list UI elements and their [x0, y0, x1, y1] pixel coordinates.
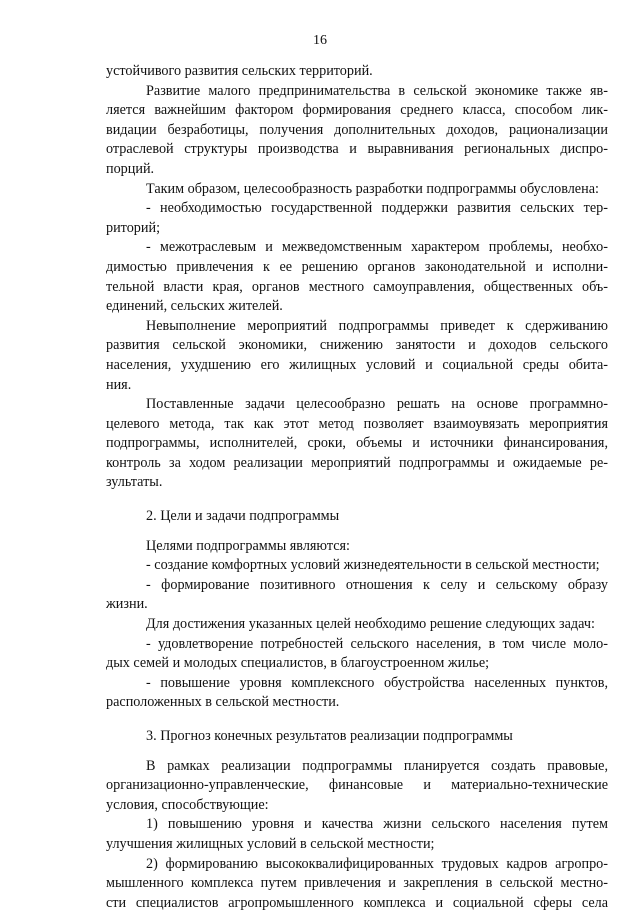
page-number: 16 [313, 33, 327, 48]
paragraph [106, 317, 608, 395]
text-line: тельной власти края, органов местного самоуправления, общественных объ- [106, 278, 608, 295]
text-line: отраслевой структуры производства и выравнивания региональных диспро- [106, 141, 608, 158]
text-line: - удовлетворение потребностей сельского населения, в том числе моло- [146, 635, 608, 652]
text-line: организационно-управленческие, финансовые и материально-технические [106, 777, 608, 794]
section-intro [106, 62, 608, 493]
paragraph [106, 82, 608, 180]
text-line: - создание комфортных условий жизнедеятельности в сельской местности; [146, 557, 600, 574]
paragraph [106, 855, 608, 913]
text-line: дых семей и молодых специалистов, в благоустроенном жилье; [106, 655, 490, 672]
paragraph [106, 615, 608, 635]
paragraph [106, 537, 608, 557]
text-line: целевого метода, так как этот метод позволяет взаимоувязать мероприятия [106, 415, 608, 432]
text-line: 2) формированию высококвалифицированных трудовых кадров агропро- [146, 855, 608, 872]
section-gap [106, 493, 608, 507]
heading-gap [106, 747, 608, 757]
text-line: - повышение уровня комплексного обустройства населенных пунктов, [146, 674, 608, 691]
text-line: контроль за ходом реализации мероприятий подпрограммы и ожидаемые ре- [106, 454, 608, 471]
paragraph [106, 757, 608, 816]
text-line: - формирование позитивного отношения к селу и сельскому образу [146, 576, 608, 593]
text-line: ляется важнейшим фактором формирования среднего класса, способом лик- [106, 102, 608, 119]
text-line: устойчивого развития сельских территорий. [106, 63, 373, 79]
text-line: димостью привлечения к ее решению органов законодательной и исполни- [106, 258, 608, 275]
text-line: 1) повышению уровня и качества жизни сельского населения путем [146, 816, 608, 833]
text-line: Развитие малого предпринимательства в сельской экономике также яв- [146, 82, 608, 99]
text-line: Поставленные задачи целесообразно решать на основе программно- [146, 396, 608, 413]
paragraph [106, 199, 608, 238]
paragraph [106, 674, 608, 713]
paragraph [106, 395, 608, 493]
section-goals [106, 507, 608, 713]
text-line: улучшения жилищных условий в сельской местности; [106, 835, 435, 852]
text-line: единений, сельских жителей. [106, 298, 283, 315]
text-line: мышленного комплекса путем привлечения и закрепления в сельской местно- [106, 875, 608, 892]
text-line: - межотраслевым и межведомственным характером проблемы, необхо- [146, 239, 608, 256]
paragraph [106, 576, 608, 615]
paragraph [106, 635, 608, 674]
text-line: Для достижения указанных целей необходимо решение следующих задач: [146, 616, 595, 633]
text-line: Таким образом, целесообразность разработки подпрограммы обусловлена: [146, 180, 599, 197]
text-line: риторий; [106, 219, 161, 236]
text-line: Целями подпрограммы являются: [146, 537, 350, 554]
text-line: ния. [106, 376, 132, 393]
text-line: расположенных в сельской местности. [106, 694, 340, 711]
text-line: В рамках реализации подпрограммы планируется создать правовые, [146, 757, 608, 774]
text-line: порций. [106, 160, 155, 177]
paragraph [106, 815, 608, 854]
text-line: жизни. [106, 596, 148, 613]
text-line: Невыполнение мероприятий подпрограммы приведет к сдерживанию [146, 317, 608, 334]
paragraph [106, 556, 608, 576]
section-heading: 2. Цели и задачи подпрограммы [146, 508, 340, 525]
text-line: условия, способствующие: [106, 796, 269, 813]
text-line: развития сельской экономики, снижению занятости и доходов сельского [106, 337, 608, 354]
text-line: зультаты. [106, 474, 163, 491]
section-gap [106, 713, 608, 727]
text-line: населения, ухудшению его жилищных условий и социальной среды обита- [106, 356, 608, 373]
document-body [106, 62, 608, 913]
text-line: - необходимостью государственной поддержки развития сельских тер- [146, 200, 608, 217]
section-heading: 3. Прогноз конечных результатов реализации подпрограммы [146, 728, 513, 744]
text-line: сти специалистов агропромышленного комплекса и социальной сферы села [106, 894, 608, 911]
paragraph [106, 238, 608, 316]
text-line: видации безработицы, получения дополнительных доходов, рационализации [106, 121, 608, 138]
section-forecast [106, 727, 608, 913]
paragraph [106, 62, 608, 82]
text-line: подпрограммы, исполнителей, сроки, объемы и источники финансирования, [106, 435, 608, 452]
heading-gap [106, 527, 608, 537]
paragraph [106, 180, 608, 200]
